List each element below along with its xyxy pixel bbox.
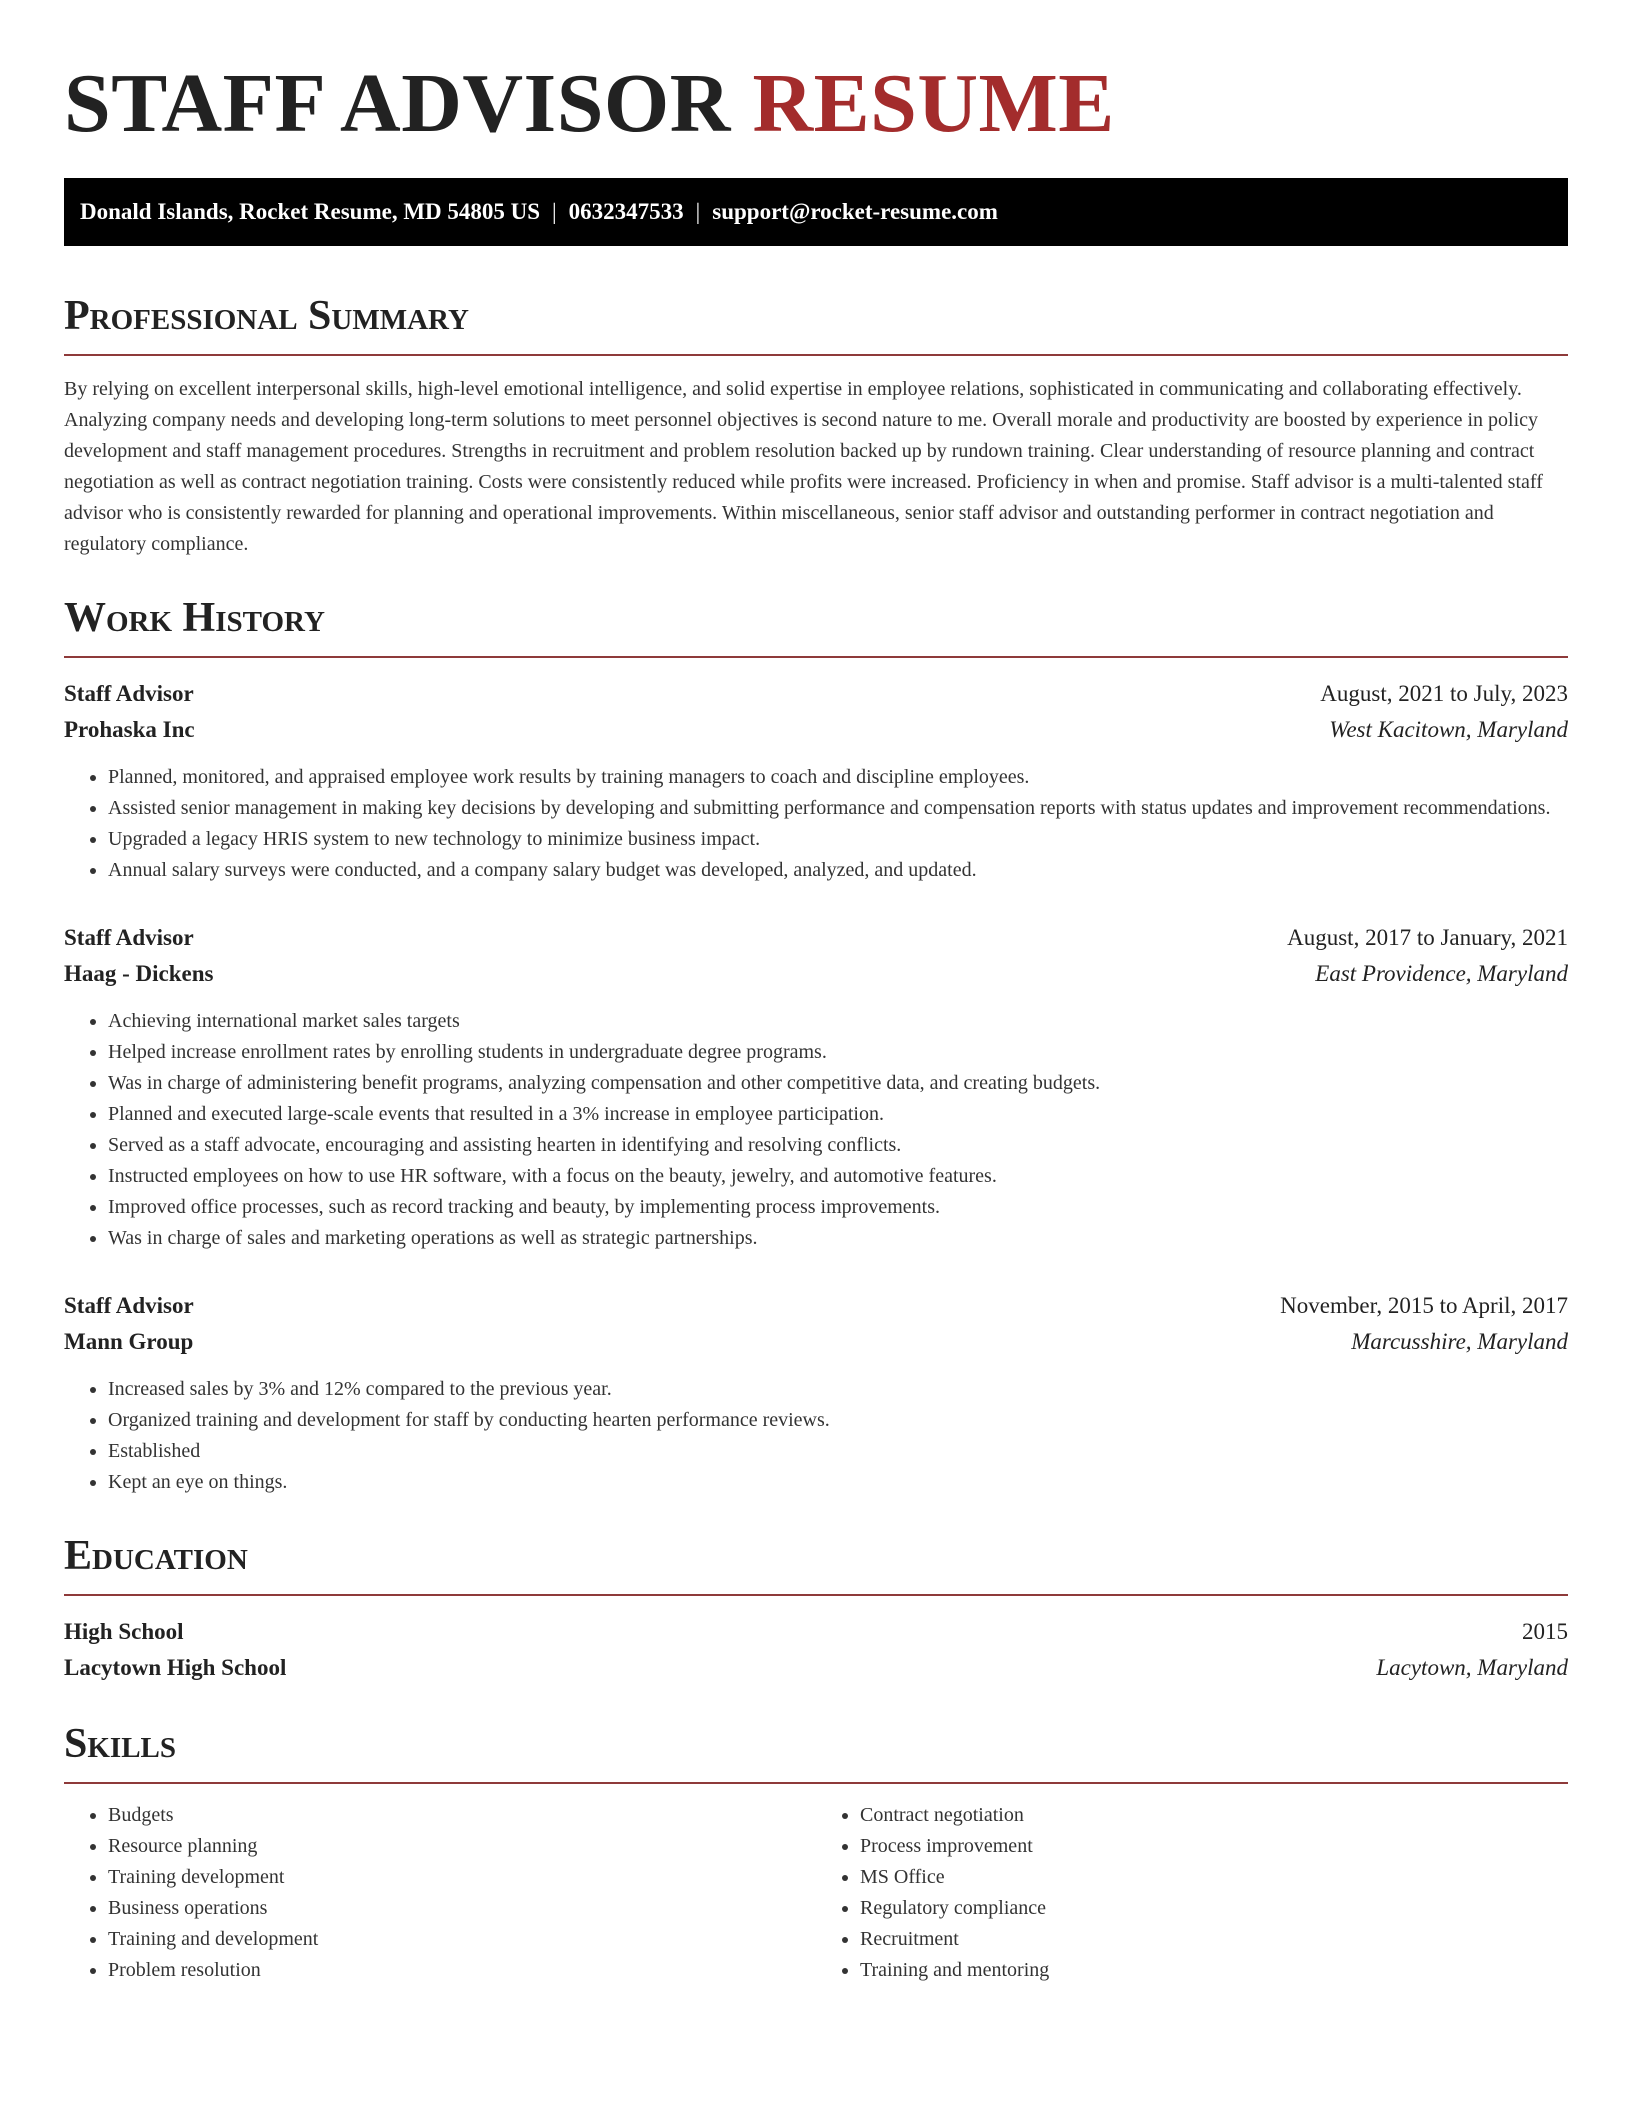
skill-item: • Resource planning	[108, 1831, 816, 1862]
skill-item: • Business operations	[108, 1893, 816, 1924]
skill-item: • Training and development	[108, 1924, 816, 1955]
education-year: 2015	[1522, 1619, 1568, 1644]
contact-phone: 0632347533	[568, 199, 684, 224]
job-bullet: • Upgraded a legacy HRIS system to new technology to minimize business impact.	[108, 824, 1568, 855]
contact-bar	[64, 178, 1568, 246]
job-company: Prohaska Inc	[64, 717, 195, 742]
job-bullet: • Was in charge of administering benefit programs, analyzing compensation and other competitive data, and creating budgets.	[108, 1068, 1568, 1099]
contact-separator: |	[552, 199, 557, 224]
job-title: Staff Advisor	[64, 925, 194, 950]
skills-list-right	[816, 1800, 1568, 1986]
job-company: Haag - Dickens	[64, 961, 214, 986]
education-heading: Education	[64, 1530, 1568, 1596]
job-row	[64, 956, 1568, 992]
job-bullets	[64, 1374, 1568, 1498]
skill-item: • MS Office	[860, 1862, 1568, 1893]
job-bullet: • Organized training and development for staff by conducting hearten performance reviews.	[108, 1405, 1568, 1436]
job-bullet: • Planned, monitored, and appraised employee work results by training managers to coach and discipline employees.	[108, 762, 1568, 793]
job-bullet: • Helped increase enrollment rates by enrolling students in undergraduate degree programs.	[108, 1037, 1568, 1068]
job-bullet: • Established	[108, 1436, 1568, 1467]
education-entry	[64, 1614, 1568, 1686]
education-row	[64, 1614, 1568, 1650]
job-row	[64, 676, 1568, 712]
skill-item: • Budgets	[108, 1800, 816, 1831]
job-company: Mann Group	[64, 1329, 194, 1354]
job-dates: August, 2017 to January, 2021	[1287, 925, 1568, 950]
job-entry	[64, 1288, 1568, 1498]
skills-heading: Skills	[64, 1718, 1568, 1784]
job-row	[64, 1288, 1568, 1324]
job-bullet: • Planned and executed large-scale events that resulted in a 3% increase in employee participation.	[108, 1099, 1568, 1130]
education-degree: High School	[64, 1619, 184, 1644]
job-title: Staff Advisor	[64, 681, 194, 706]
work-history-heading: Work History	[64, 592, 1568, 658]
contact-separator: |	[695, 199, 701, 224]
skill-item: • Recruitment	[860, 1924, 1568, 1955]
education-location: Lacytown, Maryland	[1376, 1655, 1568, 1680]
job-row	[64, 712, 1568, 748]
skill-item: • Process improvement	[860, 1831, 1568, 1862]
job-location: East Providence, Maryland	[1315, 961, 1568, 986]
job-title: Staff Advisor	[64, 1293, 194, 1318]
skill-item: • Training development	[108, 1862, 816, 1893]
job-entry	[64, 676, 1568, 886]
job-bullet: • Assisted senior management in making key decisions by developing and submitting performance and compensation reports with status updates and improvement recommendations.	[108, 793, 1568, 824]
job-bullet: • Was in charge of sales and marketing operations as well as strategic partnerships.	[108, 1223, 1568, 1254]
job-row	[64, 920, 1568, 956]
job-location: Marcusshire, Maryland	[1351, 1329, 1568, 1354]
title-accent: RESUME	[752, 57, 1115, 150]
summary-heading: Professional Summary	[64, 290, 1568, 356]
job-bullet: • Annual salary surveys were conducted, and a company salary budget was developed, analyzed, and updated.	[108, 855, 1568, 886]
job-bullet: • Achieving international market sales targets	[108, 1006, 1568, 1037]
contact-address: Donald Islands, Rocket Resume, MD 54805 US	[80, 199, 541, 224]
job-row	[64, 1324, 1568, 1360]
job-bullet: • Increased sales by 3% and 12% compared to the previous year.	[108, 1374, 1568, 1405]
job-dates: August, 2021 to July, 2023	[1320, 681, 1568, 706]
skill-item: • Contract negotiation	[860, 1800, 1568, 1831]
job-bullet: • Kept an eye on things.	[108, 1467, 1568, 1498]
job-bullet: • Improved office processes, such as record tracking and beauty, by implementing process improvements.	[108, 1192, 1568, 1223]
skills-columns	[64, 1800, 1568, 1986]
job-bullets	[64, 1006, 1568, 1254]
job-bullets	[64, 762, 1568, 886]
skill-item: • Regulatory compliance	[860, 1893, 1568, 1924]
job-dates: November, 2015 to April, 2017	[1280, 1293, 1568, 1318]
education-school: Lacytown High School	[64, 1655, 287, 1680]
job-bullet: • Instructed employees on how to use HR software, with a focus on the beauty, jewelry, and automotive features.	[108, 1161, 1568, 1192]
job-location: West Kacitown, Maryland	[1329, 717, 1568, 742]
summary-text: By relying on excellent interpersonal skills, high-level emotional intelligence, and solid expertise in employee relations, sophisticated in communicating and collaborating effectively. Analyzing company needs and developing long-term solutions to meet personnel objectives is second nature to me. Overall morale and productivity are boosted by experience in policy development and staff management procedures. Strengths in recruitment and problem resolution backed up by rundown training. Clear understanding of resource planning and contract negotiation as well as contract negotiation training. Costs were consistently reduced while profits were increased. Proficiency in when and promise. Staff advisor is a multi-talented staff advisor who is consistently rewarded for planning and operational improvements. Within miscellaneous, senior staff advisor and outstanding performer in contract negotiation and regulatory compliance.	[64, 378, 1543, 555]
work-history-list	[64, 676, 1568, 1498]
job-bullet: • Served as a staff advocate, encouraging and assisting hearten in identifying and resolving conflicts.	[108, 1130, 1568, 1161]
education-row	[64, 1650, 1568, 1686]
skill-item: • Training and mentoring	[860, 1955, 1568, 1986]
title-main: STAFF ADVISOR	[64, 57, 731, 150]
job-entry	[64, 920, 1568, 1254]
resume-title	[64, 56, 1568, 152]
contact-email: support@rocket-resume.com	[712, 199, 998, 224]
skill-item: • Problem resolution	[108, 1955, 816, 1986]
skills-list-left	[64, 1800, 816, 1986]
